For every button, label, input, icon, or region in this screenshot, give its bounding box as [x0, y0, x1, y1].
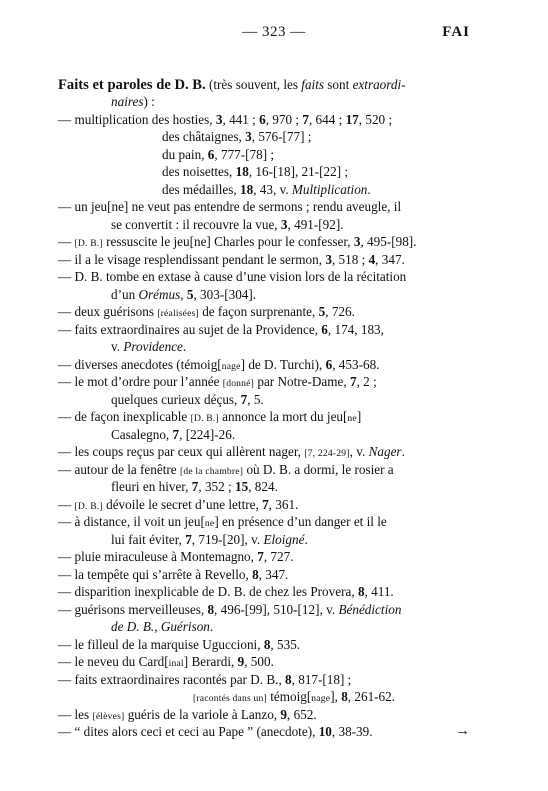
entry-intro-italic: extraordi-: [352, 77, 406, 92]
list-item: de D. B., Guérison.: [111, 619, 214, 634]
page-header: [0, 24, 548, 48]
list-item: — multiplication des hosties, 3, 441 ; 6, 970 ; 7, 644 ; 17, 520 ;: [58, 112, 393, 127]
list-item: lui fait éviter, 7, 719-[20], v. Eloigné.: [111, 532, 308, 547]
list-item: — autour de la fenêtre [de la chambre] où D. B. a dormi, le rosier a: [58, 462, 394, 477]
list-item: — [D. B.] ressuscite le jeu[ne] Charles pour le confesser, 3, 495-[98].: [58, 234, 417, 249]
list-item: — diverses anecdotes (témoig[nage] de D. Turchi), 6, 453-68.: [58, 357, 380, 372]
entry-heading: [58, 76, 406, 93]
list-item: — la tempête qui s’arrête à Revello, 8, 347.: [58, 567, 289, 582]
list-item: des noisettes, 18, 16-[18], 21-[22] ;: [162, 164, 349, 179]
entry-intro: ) :: [143, 94, 155, 109]
list-item: — faits extraordinaires racontés par D. B., 8, 817-[18] ;: [58, 672, 352, 687]
list-item: — disparition inexplicable de D. B. de chez les Provera, 8, 411.: [58, 584, 394, 599]
list-item: [racontés dans un] témoig[nage], 8, 261-62.: [193, 689, 396, 704]
list-item: — [D. B.] dévoile le secret d’une lettre, 7, 361.: [58, 497, 299, 512]
list-item: — à distance, il voit un jeu[ne] en présence d’un danger et il le: [58, 514, 387, 529]
list-item: — les coups reçus par ceux qui allèrent nager, [7, 224-29], v. Nager.: [58, 444, 405, 459]
list-item: — le filleul de la marquise Uguccioni, 8, 535.: [58, 637, 301, 652]
entry-intro-italic: naires: [111, 94, 144, 109]
entry-title: Faits et paroles de D. B.: [58, 77, 206, 93]
list-item: — guérisons merveilleuses, 8, 496-[99], 510-[12], v. Bénédiction: [58, 602, 402, 617]
entry-intro: (très souvent, les: [205, 77, 302, 92]
list-item: des médailles, 18, 43, v. Multiplication.: [162, 182, 371, 197]
list-item: fleuri en hiver, 7, 352 ; 15, 824.: [111, 479, 278, 494]
list-item: — un jeu[ne] ne veut pas entendre de sermons ; rendu aveugle, il: [58, 199, 402, 214]
list-item: — de façon inexplicable [D. B.] annonce la mort du jeu[ne]: [58, 409, 362, 424]
entry-intro-italic: faits: [301, 77, 324, 92]
list-item: v. Providence.: [111, 339, 187, 354]
list-item: — les [élèves] guéris de la variole à Lanzo, 9, 652.: [58, 707, 317, 722]
list-item: — faits extraordinaires au sujet de la Providence, 6, 174, 183,: [58, 322, 384, 337]
running-head: FAI: [442, 24, 470, 40]
list-item: — il a le visage resplendissant pendant le sermon, 3, 518 ; 4, 347.: [58, 252, 405, 267]
entry-heading-continued: [111, 93, 155, 110]
list-item: du pain, 6, 777-[78] ;: [162, 147, 275, 162]
list-item: — D. B. tombe en extase à cause d’une vision lors de la récitation: [58, 269, 407, 284]
list-item: se convertit : il recouvre la vue, 3, 491-[92].: [111, 217, 344, 232]
list-item: — “ dites alors ceci et ceci au Pape ” (anecdote), 10, 38-39.: [58, 724, 373, 739]
list-item: d’un Orémus, 5, 303-[304].: [111, 287, 257, 302]
list-item: des châtaignes, 3, 576-[77] ;: [162, 129, 312, 144]
continue-arrow-icon: →: [455, 723, 470, 739]
list-item: — pluie miraculeuse à Montemagno, 7, 727.: [58, 549, 294, 564]
list-item: Casalegno, 7, [224]-26.: [111, 427, 236, 442]
list-item: — deux guérisons [réalisées] de façon surprenante, 5, 726.: [58, 304, 355, 319]
list-item: quelques curieux déçus, 7, 5.: [111, 392, 264, 407]
list-item: — le neveu du Card[inal] Berardi, 9, 500.: [58, 654, 274, 669]
page-number: — 323 —: [242, 24, 306, 40]
list-item: — le mot d’ordre pour l’année [donné] par Notre-Dame, 7, 2 ;: [58, 374, 377, 389]
entry-intro: sont: [324, 77, 353, 92]
